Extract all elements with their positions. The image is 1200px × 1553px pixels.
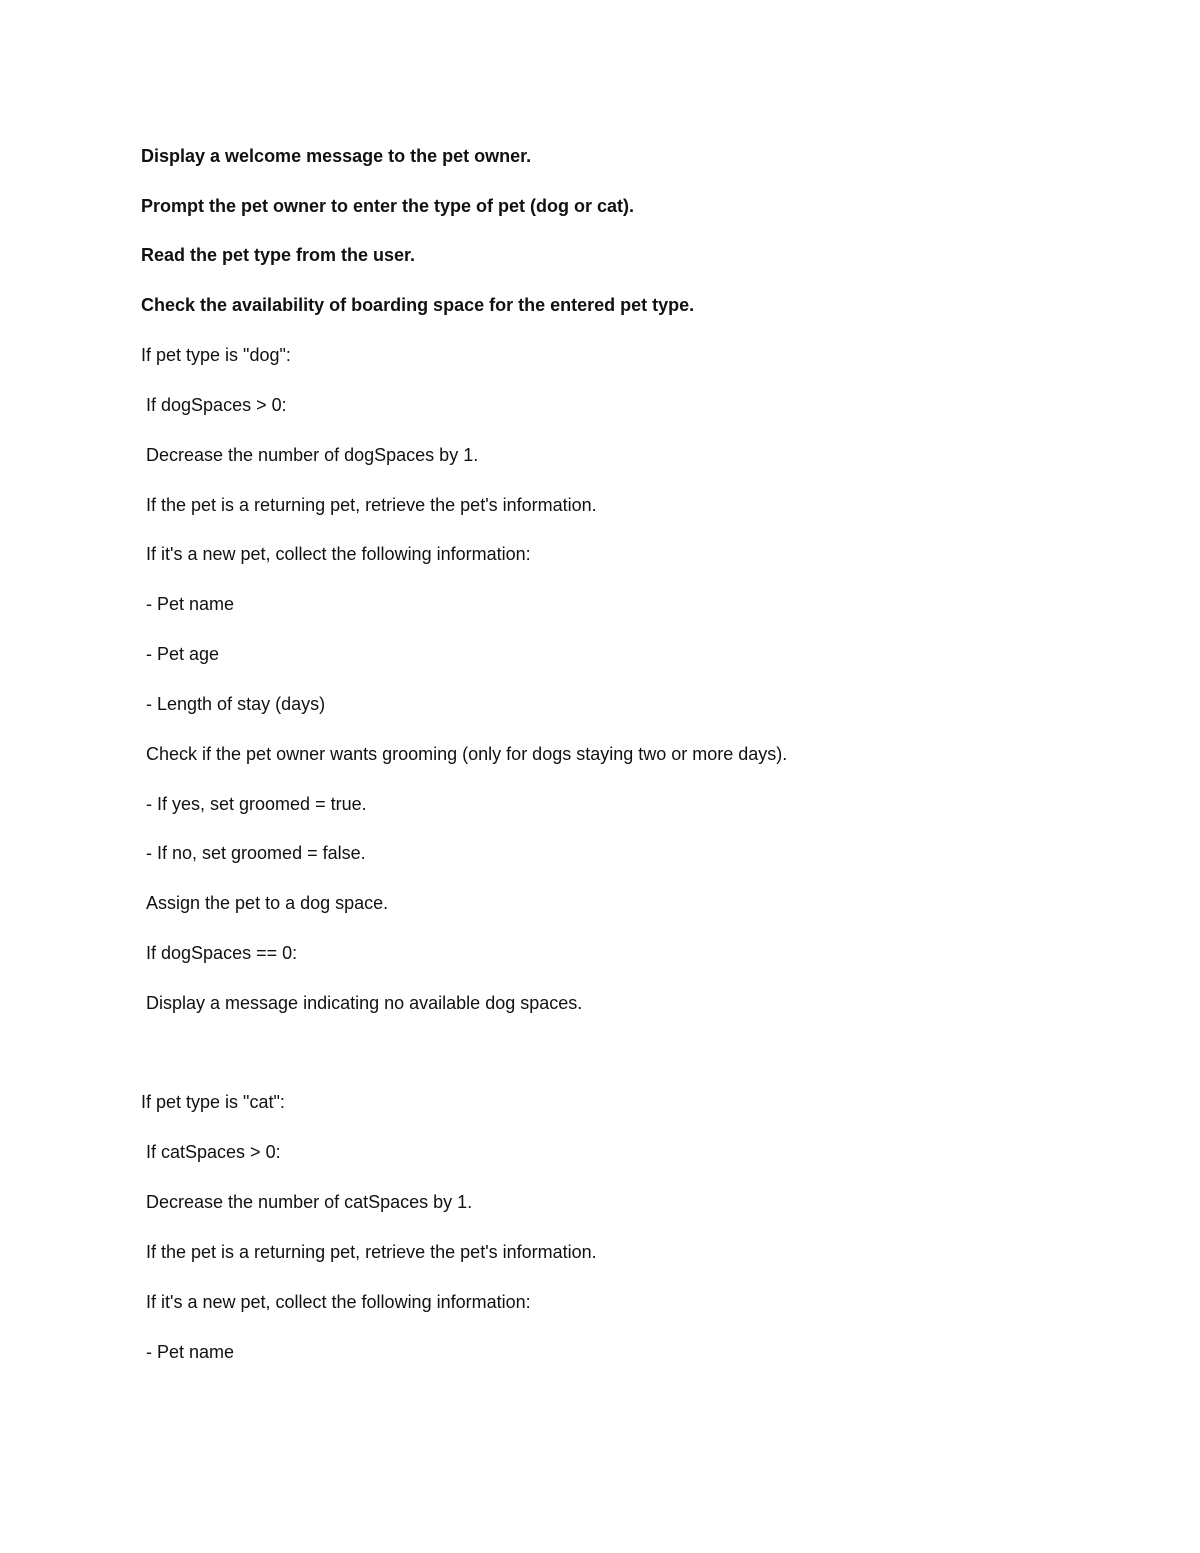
cat-pet-name: - Pet name — [146, 1342, 235, 1362]
cat-new-pet: If it's a new pet, collect the following information: — [146, 1292, 531, 1312]
dog-branch-heading: If pet type is "dog": — [141, 345, 291, 365]
dog-spaces-check: If dogSpaces > 0: — [146, 395, 287, 415]
cat-decrease-spaces: Decrease the number of catSpaces by 1. — [146, 1192, 473, 1212]
dog-pet-age: - Pet age — [146, 644, 220, 664]
dog-grooming-no: - If no, set groomed = false. — [146, 843, 366, 863]
dog-length-of-stay: - Length of stay (days) — [146, 694, 326, 714]
cat-returning-pet: If the pet is a returning pet, retrieve the pet's information. — [146, 1242, 597, 1262]
dog-assign-space: Assign the pet to a dog space. — [146, 893, 389, 913]
cat-branch-heading: If pet type is "cat": — [141, 1092, 285, 1112]
step-check-availability: Check the availability of boarding space for the entered pet type. — [141, 295, 695, 315]
dog-grooming-check: Check if the pet owner wants grooming (only for dogs staying two or more days). — [146, 744, 788, 764]
step-prompt-pet-type: Prompt the pet owner to enter the type of pet (dog or cat). — [141, 196, 635, 216]
step-welcome: Display a welcome message to the pet owner. — [141, 146, 532, 166]
dog-pet-name: - Pet name — [146, 594, 235, 614]
dog-no-spaces-message: Display a message indicating no available dog spaces. — [146, 993, 583, 1013]
cat-spaces-check: If catSpaces > 0: — [146, 1142, 281, 1162]
dog-grooming-yes: - If yes, set groomed = true. — [146, 794, 367, 814]
dog-new-pet: If it's a new pet, collect the following information: — [146, 544, 531, 564]
step-read-pet-type: Read the pet type from the user. — [141, 245, 416, 265]
dog-decrease-spaces: Decrease the number of dogSpaces by 1. — [146, 445, 479, 465]
dog-spaces-zero: If dogSpaces == 0: — [146, 943, 298, 963]
dog-returning-pet: If the pet is a returning pet, retrieve the pet's information. — [146, 495, 597, 515]
